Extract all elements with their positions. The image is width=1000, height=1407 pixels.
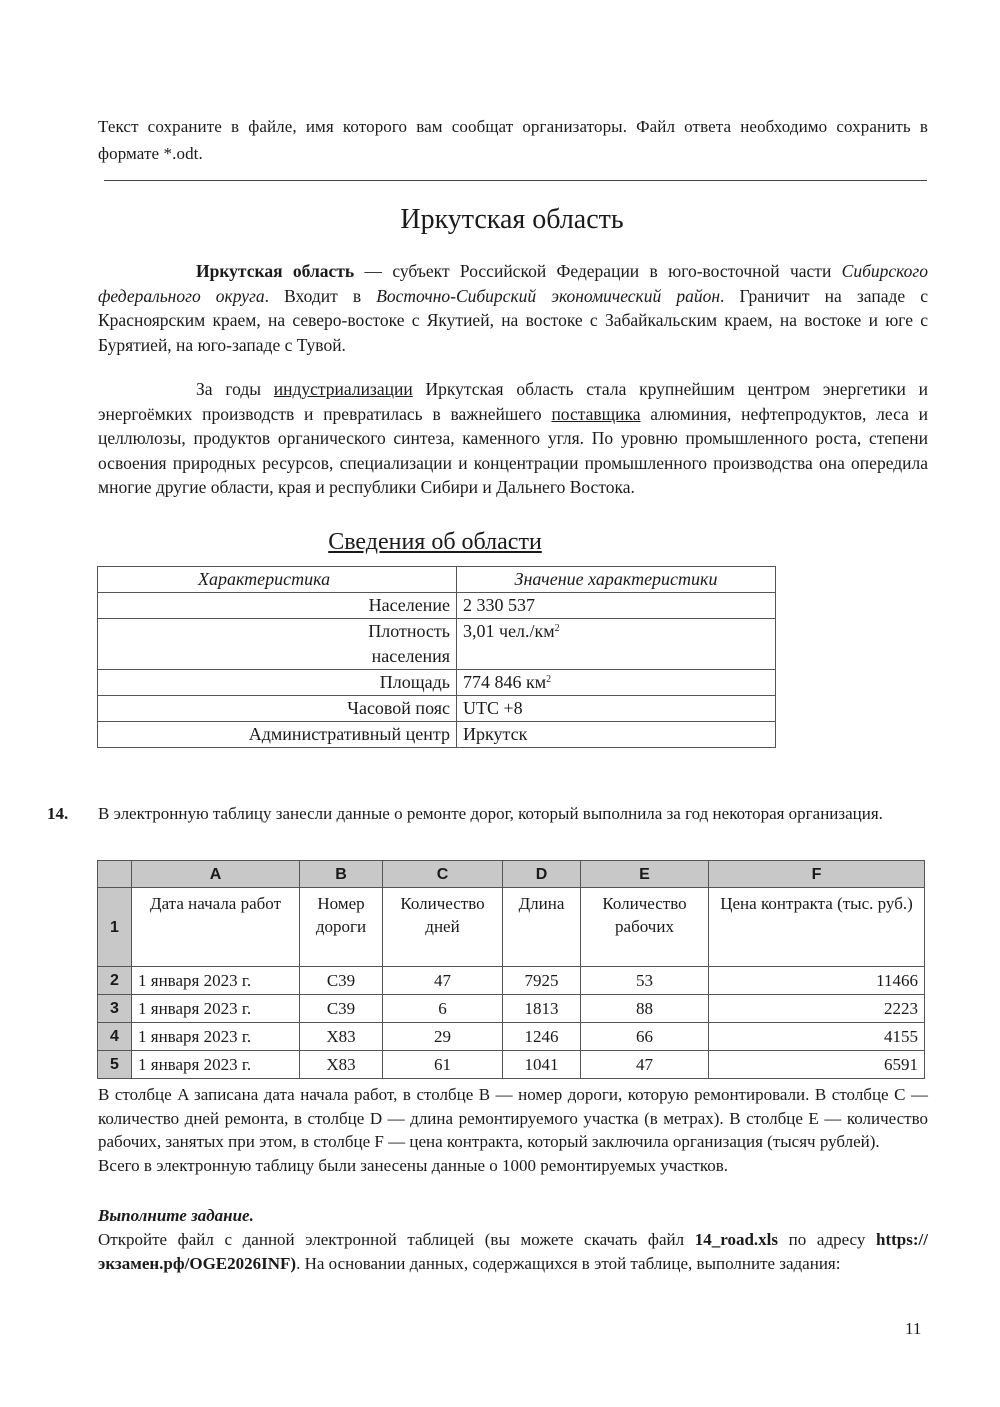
row-header: 3	[98, 995, 132, 1023]
region-info-table	[97, 566, 776, 748]
row-key: Плотность населения	[98, 619, 457, 670]
header-cell: Длина	[503, 888, 581, 967]
row-value: 774 846 $км^2$	[457, 670, 776, 696]
cell-date: 1 января 2023 г.	[132, 995, 300, 1023]
task-intro: В электронную таблицу занесли данные о ремонте дорог, который выполнила за год некоторая организация.	[98, 804, 883, 823]
row-key: Административный центр	[98, 722, 457, 748]
table-row	[98, 722, 776, 748]
article-title: Иркутская область	[400, 204, 624, 235]
table-row	[98, 995, 925, 1023]
cell-workers: 88	[581, 995, 709, 1023]
row-header: 2	[98, 967, 132, 995]
task-description	[98, 1083, 928, 1177]
row-header: 5	[98, 1051, 132, 1079]
row-header: 1	[98, 888, 132, 967]
cell-price: 11466	[709, 967, 925, 995]
column-header-row	[98, 861, 925, 888]
bold-term: Иркутская область	[196, 261, 355, 281]
page-number: 11	[905, 1319, 922, 1338]
cell-days: 61	[383, 1051, 503, 1079]
article-paragraph-2: За годы индустриализации Иркутская область стала крупнейшим центром энергетики и энергоёмких производств и превратилась в важнейшего поставщика алюминия, нефтепродуктов, леса и целлюлозы, продуктов органического синтеза, каменного угля. По уровню промышленного роста, степени освоения природных ресурсов, специализации и концентрации промышленного производства она опередила многие другие области, края и республики Сибири и Дальнего Востока.	[98, 379, 929, 497]
header-cell: Номер дороги	[300, 888, 383, 967]
cell-length: 7925	[503, 967, 581, 995]
cell-price: 2223	[709, 995, 925, 1023]
cell-date: 1 января 2023 г.	[132, 967, 300, 995]
cell-workers: 66	[581, 1023, 709, 1051]
column-header-f: F	[709, 861, 925, 888]
cell-road: С39	[300, 995, 383, 1023]
cell-length: 1246	[503, 1023, 581, 1051]
cell-days: 6	[383, 995, 503, 1023]
row-key: Население	[98, 593, 457, 619]
header-value: Значение характеристики	[457, 567, 776, 593]
cell-road: Х83	[300, 1051, 383, 1079]
header-cell: Количество дней	[383, 888, 503, 967]
header-cell: Количество рабочих	[581, 888, 709, 967]
cell-workers: 53	[581, 967, 709, 995]
spreadsheet-table	[97, 860, 925, 1079]
file-name: 14_road.xls	[694, 1230, 779, 1249]
row-key: Часовой пояс	[98, 696, 457, 722]
task-number: 14.	[47, 804, 69, 823]
cell-days: 47	[383, 967, 503, 995]
columns-description: В столбце A записана дата начала работ, в столбце B — номер дороги, которую ремонтировали. В столбце C — количество дней ремонта, в столбце D — длина ремонтируемого участка (в метрах). В столбце E — количество рабочих, занятых при этом, в столбце F — цена контракта, который заключила организация (тысяч рублей).	[98, 1085, 928, 1151]
intro-text: Текст сохраните в файле, имя которого вам сообщат организаторы. Файл ответа необходимо сохранить в формате *.odt.	[98, 117, 928, 163]
column-header-e: E	[581, 861, 709, 888]
table-row	[98, 670, 776, 696]
task-heading: Выполните задание.	[98, 1206, 254, 1225]
table-row	[98, 593, 776, 619]
article-paragraph-1: Иркутская область — субъект Российской Федерации в юго-восточной части Сибирского федерального округа. Входит в Восточно-Сибирский экономический район. Граничит на западе с Красноярским краем, на северо-востоке с Якутией, на востоке с Забайкальским краем, на востоке и юге с Бурятией, на юго-западе с Тувой.	[98, 261, 928, 355]
cell-price: 4155	[709, 1023, 925, 1051]
table-row	[98, 1023, 925, 1051]
column-header-b: B	[300, 861, 383, 888]
row-header: 4	[98, 1023, 132, 1051]
row-value: 2 330 537	[457, 593, 776, 619]
cell-road: С39	[300, 967, 383, 995]
spreadsheet-header-row	[98, 888, 925, 967]
link-supplier[interactable]: поставщика	[551, 403, 641, 424]
cell-price: 6591	[709, 1051, 925, 1079]
row-value: Иркутск	[457, 722, 776, 748]
cell-road: Х83	[300, 1023, 383, 1051]
column-header-a: A	[132, 861, 300, 888]
table-row	[98, 1051, 925, 1079]
header-cell: Дата начала работ	[132, 888, 300, 967]
table-row	[98, 619, 776, 670]
download-url[interactable]: https://экзамен.рф/OGE2026INF)	[98, 1230, 928, 1273]
cell-days: 29	[383, 1023, 503, 1051]
cell-date: 1 января 2023 г.	[132, 1051, 300, 1079]
cell-date: 1 января 2023 г.	[132, 1023, 300, 1051]
corner-cell	[98, 861, 132, 888]
row-value: 3,01 $чел./км^2$	[457, 619, 776, 670]
cell-length: 1041	[503, 1051, 581, 1079]
column-header-d: D	[503, 861, 581, 888]
table-header-row	[98, 567, 776, 593]
info-table-title: Сведения об области	[328, 529, 542, 555]
column-header-c: C	[383, 861, 503, 888]
link-industrialization[interactable]: индустриализации	[273, 379, 413, 399]
table-row	[98, 967, 925, 995]
header-characteristic: Характеристика	[98, 567, 457, 593]
task-instructions: Откройте файл с данной электронной таблицей (вы можете скачать файл 14_road.xls по адресу https://экзамен.рф/OGE2026INF). На основании данных, содержащихся в этой таблице, выполните задания:	[98, 1230, 928, 1273]
row-value: UTC +8	[457, 696, 776, 722]
section-divider	[104, 180, 927, 181]
table-row	[98, 696, 776, 722]
row-key: Площадь	[98, 670, 457, 696]
header-cell: Цена контракта (тыс. руб.)	[709, 888, 925, 967]
total-records-text: Всего в электронную таблицу были занесены данные о 1000 ремонтируемых участков.	[98, 1155, 728, 1175]
cell-workers: 47	[581, 1051, 709, 1079]
cell-length: 1813	[503, 995, 581, 1023]
